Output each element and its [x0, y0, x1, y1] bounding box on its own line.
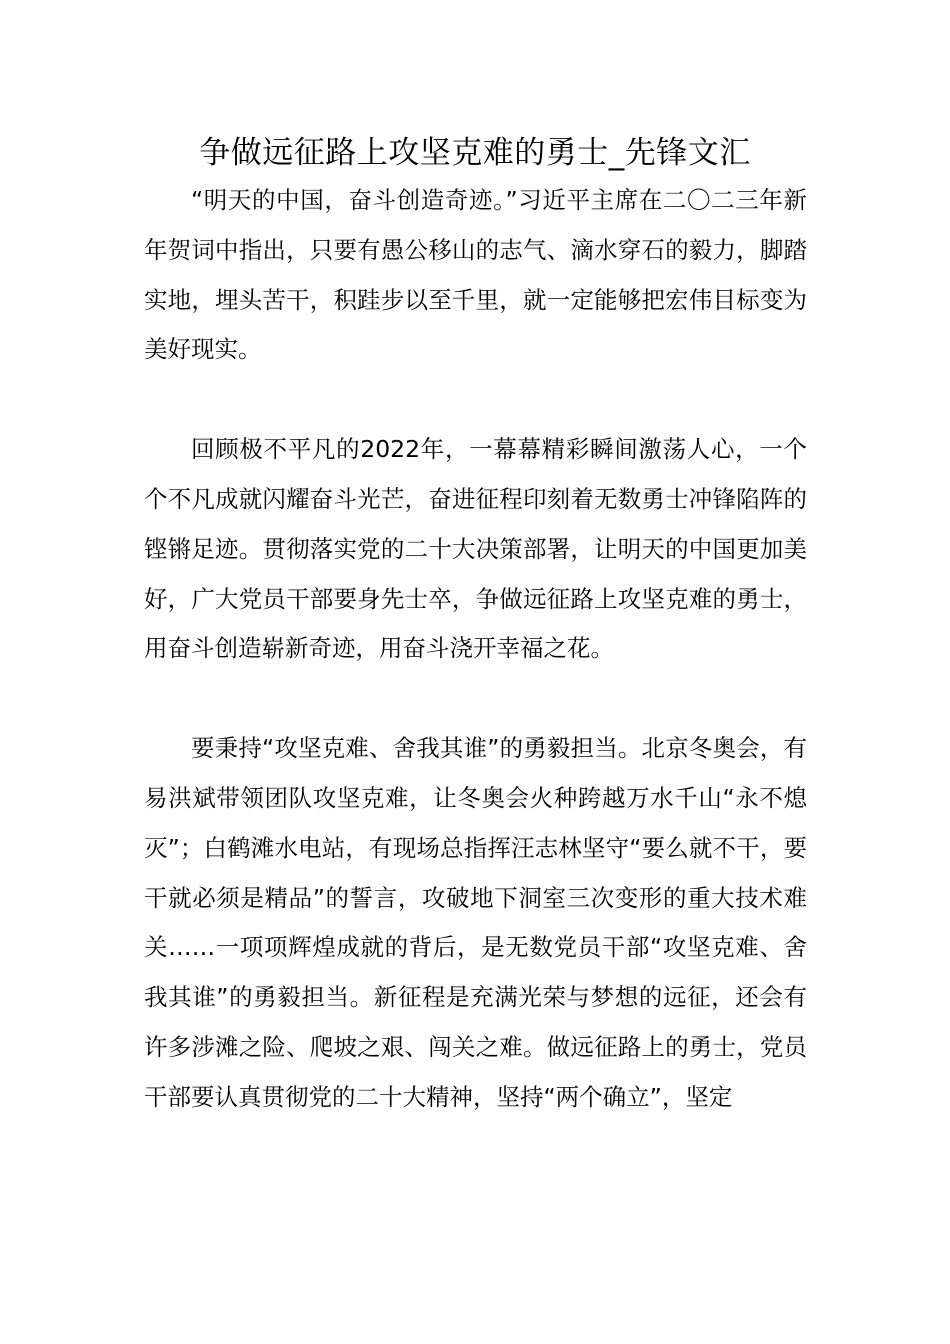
- document-body: [144, 176, 807, 1123]
- document-title: 争做远征路上攻坚克难的勇士_先锋文汇: [199, 135, 751, 171]
- paragraph-3: 要秉持“攻坚克难、舍我其谁”的勇毅担当。北京冬奥会，有易洪斌带领团队攻坚克难，让冬奥会火种跨越万水千山“永不熄灭”；白鹤滩水电站，有现场总指挥汪志林坚守“要么就不干，要干就必须是精品”的誓言，攻破地下洞室三次变形的重大技术难关……一项项辉煌成就的背后，是无数党员干部“攻坚克难、舍我其谁”的勇毅担当。新征程是充满光荣与梦想的远征，还会有许多涉滩之险、爬坡之艰、闯关之难。做远征路上的勇士，党员干部要认真贯彻党的二十大精神，坚持“两个确立”，坚定: [144, 734, 807, 1111]
- paragraph-2: 回顾极不平凡的2022年，一幕幕精彩瞬间激荡人心，一个个不凡成就闪耀奋斗光芒，奋进征程印刻着无数勇士冲锋陷阵的铿锵足迹。贯彻落实党的二十大决策部署，让明天的中国更加美好，广大党员干部要身先士卒，争做远征路上攻坚克难的勇士，用奋斗创造崭新奇迹，用奋斗浇开幸福之花。: [144, 435, 807, 663]
- paragraph-1: “明天的中国，奋斗创造奇迹。”习近平主席在二〇二三年新年贺词中指出，只要有愚公移山的志气、滴水穿石的毅力，脚踏实地，埋头苦干，积跬步以至千里，就一定能够把宏伟目标变为美好现实。: [144, 186, 807, 364]
